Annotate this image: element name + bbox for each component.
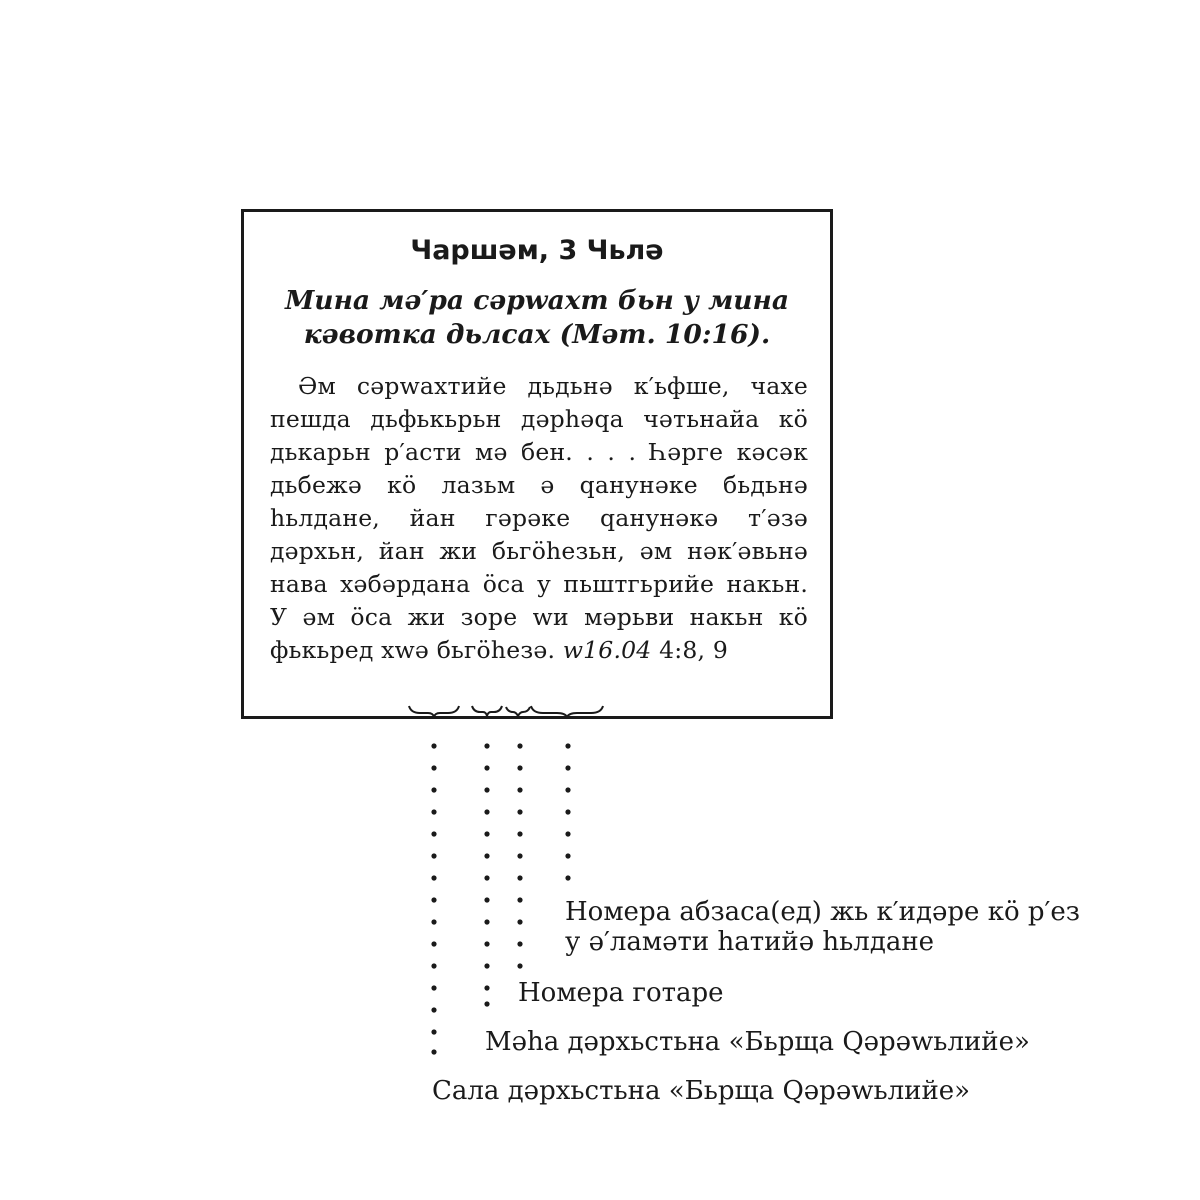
leader-month bbox=[484, 743, 489, 1006]
comment-text: Әм сәрwахтийе дьдьнә к′ьфше, чахе пешда дьфькьрьн дәрһәqа чәтьнайа кӧ дькарьн р′асти мә бен. . . . Һәрге кәсәк дьбежә кӧ лазьм ә qанунәке бьдьнә һьлдане, йан гәрәке qанунәкә т′әзә дәрхьн, йан жи бьгӧһезьн, әм нәк′әвьнә нава хәбәрдана ӧса у пьштгьрийе накьн. У әм ӧса жи зоре wи мәрьви накьн кӧ фькьред хwә бьгӧһезә. bbox=[270, 372, 808, 664]
label-issue-year: Сала дәрхьстьна «Бьрща Qәрәwьлийе» bbox=[432, 1076, 971, 1106]
reference-publication: w16.04 bbox=[562, 636, 652, 664]
label-page-number: Номера готаре bbox=[518, 978, 724, 1008]
leader-paragraphs bbox=[565, 743, 570, 880]
reference-paragraphs: 8, 9 bbox=[682, 636, 729, 664]
label-paragraph-numbers: Номера абзаса(ед) жь к′идәре кӧ р′ез у ә′ламәти һатийә һьлдане bbox=[565, 897, 1080, 957]
date-heading: Чаршәм, 3 Чьлә bbox=[410, 235, 664, 266]
reference-page: 4: bbox=[659, 636, 683, 664]
leader-year bbox=[431, 743, 436, 1054]
comment-paragraph bbox=[270, 370, 808, 667]
theme-scripture: Мина мә′ра сәрwахт бьн у мина кәвотка дьлсах (Мәт. 10:16). bbox=[284, 285, 790, 350]
label-issue-month: Мәһа дәрхьстьна «Бьрща Qәрәwьлийе» bbox=[485, 1027, 1030, 1057]
leader-page bbox=[517, 743, 522, 968]
daily-text-card bbox=[241, 209, 833, 719]
